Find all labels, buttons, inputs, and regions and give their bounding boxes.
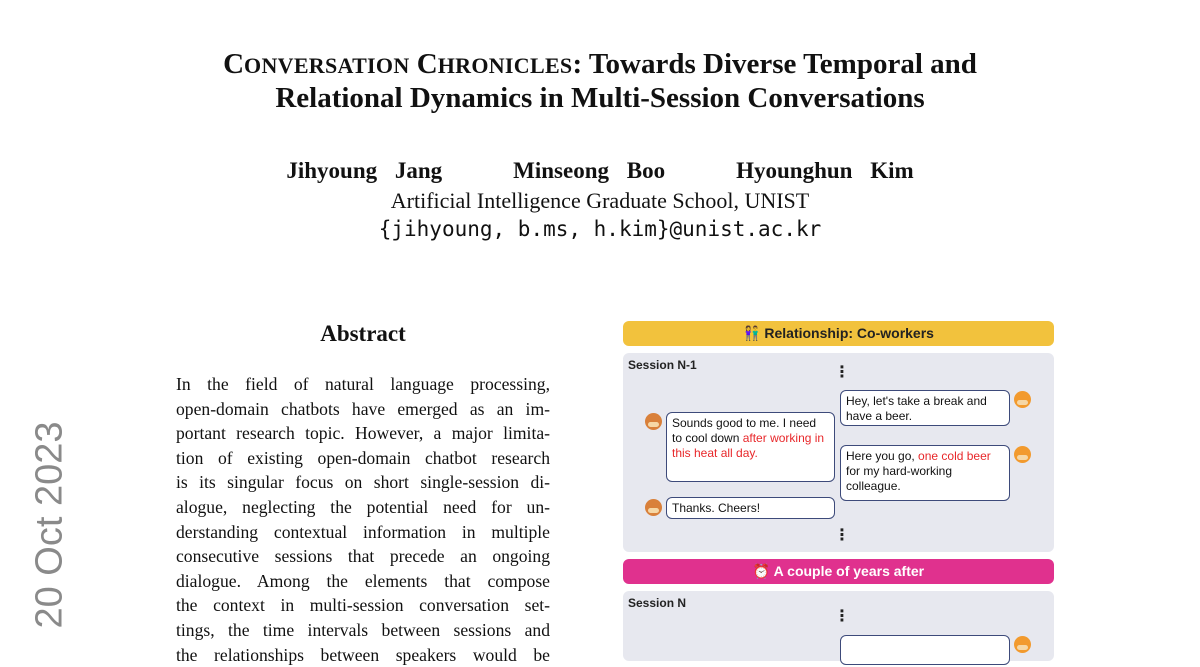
abstract-line: tings, the time intervals between sessions and bbox=[176, 619, 550, 640]
title-word-1: ONVERSATION bbox=[244, 53, 410, 78]
title-initial-2: C bbox=[416, 48, 438, 80]
title-initial-1: C bbox=[223, 48, 245, 80]
message-text: Sounds good to me. I need to cool down bbox=[672, 416, 817, 445]
abstract-line: In the field of natural language processing, bbox=[176, 374, 550, 394]
title-line-1 bbox=[0, 48, 1200, 82]
time-interval-banner: ⏰ A couple of years after bbox=[623, 559, 1054, 584]
title-line1-rest: : Towards Diverse Temporal and bbox=[572, 48, 977, 80]
message-text: Hey, let's take a break and have a beer. bbox=[846, 394, 987, 423]
abstract-line: dialogue. Among the elements that compose bbox=[176, 570, 550, 591]
message-text: Here you go, bbox=[846, 449, 919, 463]
ellipsis-icon: ⋮ bbox=[834, 364, 850, 381]
abstract-line: is its singular focus on short single-session di- bbox=[176, 472, 550, 493]
message-highlight: after working in this heat all day. bbox=[672, 431, 825, 460]
title-word-2: HRONICLES bbox=[437, 53, 573, 78]
abstract-line: consecutive sessions that precede an ongoing bbox=[176, 546, 550, 567]
title-line-2: Relational Dynamics in Multi-Session Conversations bbox=[275, 82, 925, 114]
session-panel-current bbox=[623, 591, 1054, 661]
authors: Jihyoung Jang Minseong Boo Hyounghun Kim bbox=[286, 158, 914, 183]
avatar-speaker-a-icon bbox=[1014, 636, 1031, 653]
arxiv-sidebar-stamp bbox=[10, 420, 90, 630]
session-label: Session N bbox=[628, 596, 687, 610]
relationship-banner: 👫 Relationship: Co-workers bbox=[623, 321, 1054, 346]
session-label: Session N-1 bbox=[628, 358, 697, 372]
abstract-heading: Abstract bbox=[320, 321, 406, 346]
affiliation: Artificial Intelligence Graduate School, UNIST bbox=[390, 188, 810, 213]
avatar-speaker-a-icon bbox=[1014, 391, 1031, 408]
abstract-line: the relationships between speakers would be bbox=[176, 644, 550, 665]
chat-bubble-left bbox=[666, 412, 835, 482]
paper-title bbox=[0, 48, 1200, 115]
abstract-line: the context in multi-session conversation set- bbox=[176, 595, 550, 616]
abstract-line: tion of existing open-domain chatbot research bbox=[176, 447, 550, 468]
session-panel-previous bbox=[623, 353, 1054, 552]
abstract-body bbox=[176, 372, 550, 667]
abstract-line: alogue, neglecting the potential need for un- bbox=[176, 496, 550, 517]
email-address: {jihyoung, b.ms, h.kim}@unist.ac.kr bbox=[378, 217, 822, 241]
chat-bubble-left bbox=[666, 497, 835, 519]
ellipsis-icon: ⋮ bbox=[834, 527, 850, 544]
message-text: Thanks. Cheers! bbox=[672, 501, 761, 515]
avatar-speaker-a-icon bbox=[1014, 446, 1031, 463]
abstract-line: open-domain chatbots have emerged as an im- bbox=[176, 398, 550, 419]
avatar-speaker-b-icon bbox=[645, 499, 662, 516]
chat-bubble-right bbox=[840, 635, 1010, 665]
message-highlight: one cold beer bbox=[918, 449, 991, 463]
chat-bubble-right bbox=[840, 445, 1010, 501]
ellipsis-icon: ⋮ bbox=[834, 608, 850, 625]
avatar-speaker-b-icon bbox=[645, 413, 662, 430]
message-text: for my hard-working colleague. bbox=[846, 464, 953, 493]
abstract-line: derstanding contextual information in multiple bbox=[176, 521, 550, 542]
arxiv-date: 20 Oct 2023 bbox=[28, 421, 71, 629]
chat-bubble-right bbox=[840, 390, 1010, 426]
abstract-line: portant research topic. However, a major limita- bbox=[176, 423, 550, 444]
